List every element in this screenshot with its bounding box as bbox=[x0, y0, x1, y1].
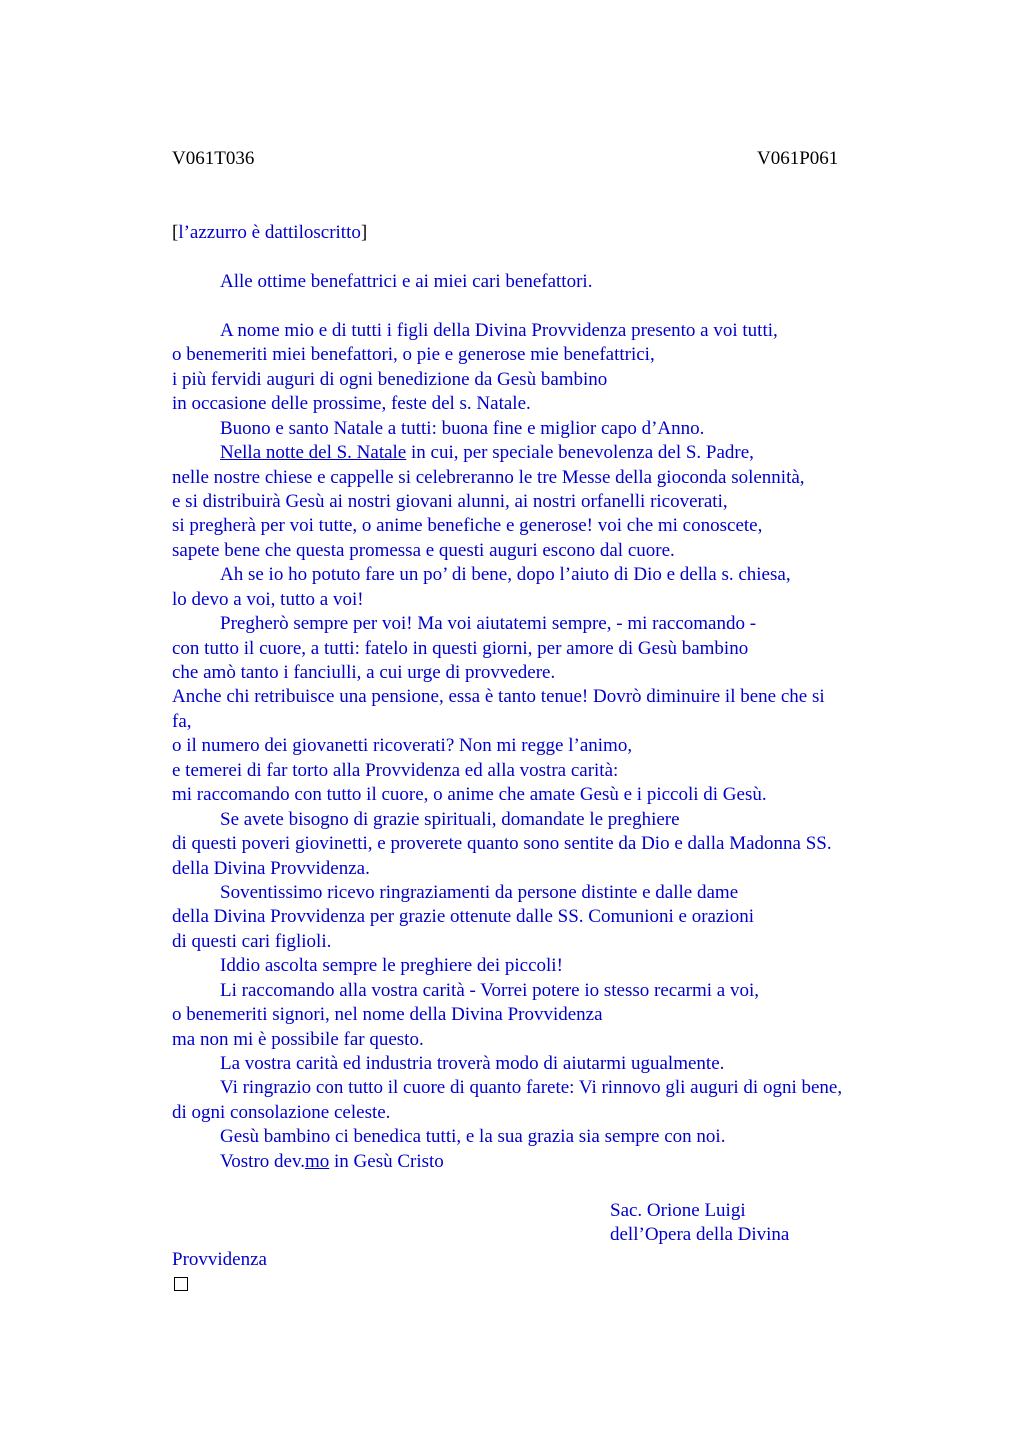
closing-suffix: in Gesù Cristo bbox=[329, 1150, 444, 1172]
note-open-bracket: [ bbox=[172, 222, 179, 243]
letter-line: con tutto il cuore, a tutti: fatelo in questi giorni, per amore di Gesù bambino bbox=[172, 637, 749, 659]
signature-line-3: Provvidenza bbox=[172, 1248, 267, 1270]
letter-line: di questi cari figlioli. bbox=[172, 930, 332, 952]
letter-line: Iddio ascolta sempre le preghiere dei piccoli! bbox=[220, 955, 563, 977]
underlined-phrase: Nella notte del S. Natale bbox=[220, 442, 407, 464]
letter-line: lo devo a voi, tutto a voi! bbox=[172, 588, 364, 610]
note-text: l’azzurro è dattiloscritto bbox=[178, 222, 361, 243]
letter-line: Pregherò sempre per voi! Ma voi aiutatemi sempre, - mi raccomando - bbox=[220, 613, 757, 635]
letter-line: e si distribuirà Gesù ai nostri giovani alunni, ai nostri orfanelli ricoverati, bbox=[172, 490, 728, 512]
letter-line: e temerei di far torto alla Provvidenza ed alla vostra carità: bbox=[172, 759, 619, 781]
letter-line: Anche chi retribuisce una pensione, essa è tanto tenue! Dovrò diminuire il bene che si bbox=[172, 686, 825, 708]
document-code-left: V061T036 bbox=[172, 148, 255, 169]
letter-line: della Divina Provvidenza per grazie ottenute dalle SS. Comunioni e orazioni bbox=[172, 906, 754, 928]
closing-superscript-abbrev: mo bbox=[304, 1150, 330, 1172]
letter-line: Se avete bisogno di grazie spirituali, domandate le preghiere bbox=[220, 808, 680, 830]
letter-line: Gesù bambino ci benedica tutti, e la sua grazia sia sempre con noi. bbox=[220, 1126, 726, 1148]
note-close-bracket: ] bbox=[360, 222, 368, 243]
letter-line: della Divina Provvidenza. bbox=[172, 857, 370, 879]
letter-line: Vi ringrazio con tutto il cuore di quanto farete: Vi rinnovo gli auguri di ogni bene, bbox=[220, 1077, 843, 1099]
letter-line: che amò tanto i fanciulli, a cui urge di provvedere. bbox=[172, 662, 556, 683]
letter-body bbox=[172, 270, 912, 1296]
checkbox-icon bbox=[174, 1277, 188, 1291]
closing-line bbox=[172, 1150, 912, 1174]
letter-line: nelle nostre chiese e cappelle si celebreranno le tre Messe della gioconda solennità, bbox=[172, 466, 805, 488]
letter-line: Buono e santo Natale a tutti: buona fine e miglior capo d’Anno. bbox=[220, 417, 705, 439]
letter-line: Li raccomando alla vostra carità - Vorrei potere io stesso recarmi a voi, bbox=[220, 979, 760, 1001]
letter-line bbox=[172, 441, 912, 465]
closing-prefix: Vostro dev. bbox=[220, 1150, 305, 1172]
letter-line: La vostra carità ed industria troverà modo di aiutarmi ugualmente. bbox=[220, 1053, 725, 1074]
salutation: Alle ottime benefattrici e ai miei cari benefattori. bbox=[220, 271, 593, 292]
line-rest: in cui, per speciale benevolenza del S. Padre, bbox=[406, 442, 754, 464]
editorial-note bbox=[172, 221, 367, 245]
letter-line: Soventissimo ricevo ringraziamenti da persone distinte e dalle dame bbox=[220, 881, 739, 903]
letter-line: Ah se io ho potuto fare un po’ di bene, dopo l’aiuto di Dio e della s. chiesa, bbox=[220, 564, 791, 586]
letter-line: i più fervidi auguri di ogni benedizione da Gesù bambino bbox=[172, 368, 608, 390]
letter-line: di ogni consolazione celeste. bbox=[172, 1101, 391, 1123]
signature-name: Sac. Orione Luigi bbox=[610, 1199, 746, 1221]
document-code-right: V061P061 bbox=[757, 148, 839, 169]
signature-line-2: dell’Opera della Divina bbox=[610, 1224, 790, 1246]
letter-line: o benemeriti miei benefattori, o pie e generose mie benefattrici, bbox=[172, 344, 655, 366]
end-of-document-marker bbox=[172, 1272, 912, 1296]
letter-line: mi raccomando con tutto il cuore, o anime che amate Gesù e i piccoli di Gesù. bbox=[172, 784, 767, 806]
letter-line: o benemeriti signori, nel nome della Divina Provvidenza bbox=[172, 1004, 603, 1026]
letter-line: A nome mio e di tutti i figli della Divina Provvidenza presento a voi tutti, bbox=[220, 319, 778, 341]
letter-line: ma non mi è possibile far questo. bbox=[172, 1028, 424, 1050]
letter-line: o il numero dei giovanetti ricoverati? Non mi regge l’animo, bbox=[172, 735, 633, 757]
letter-line: sapete bene che questa promessa e questi auguri escono dal cuore. bbox=[172, 539, 675, 561]
letter-line: di questi poveri giovinetti, e proverete quanto sono sentite da Dio e dalla Madonna SS. bbox=[172, 833, 832, 855]
letter-line: in occasione delle prossime, feste del s. Natale. bbox=[172, 393, 531, 415]
letter-line: fa, bbox=[172, 710, 192, 732]
blank-line bbox=[172, 1174, 912, 1198]
blank-line bbox=[172, 294, 912, 318]
letter-line: si pregherà per voi tutte, o anime benefiche e generose! voi che mi conoscete, bbox=[172, 515, 763, 537]
